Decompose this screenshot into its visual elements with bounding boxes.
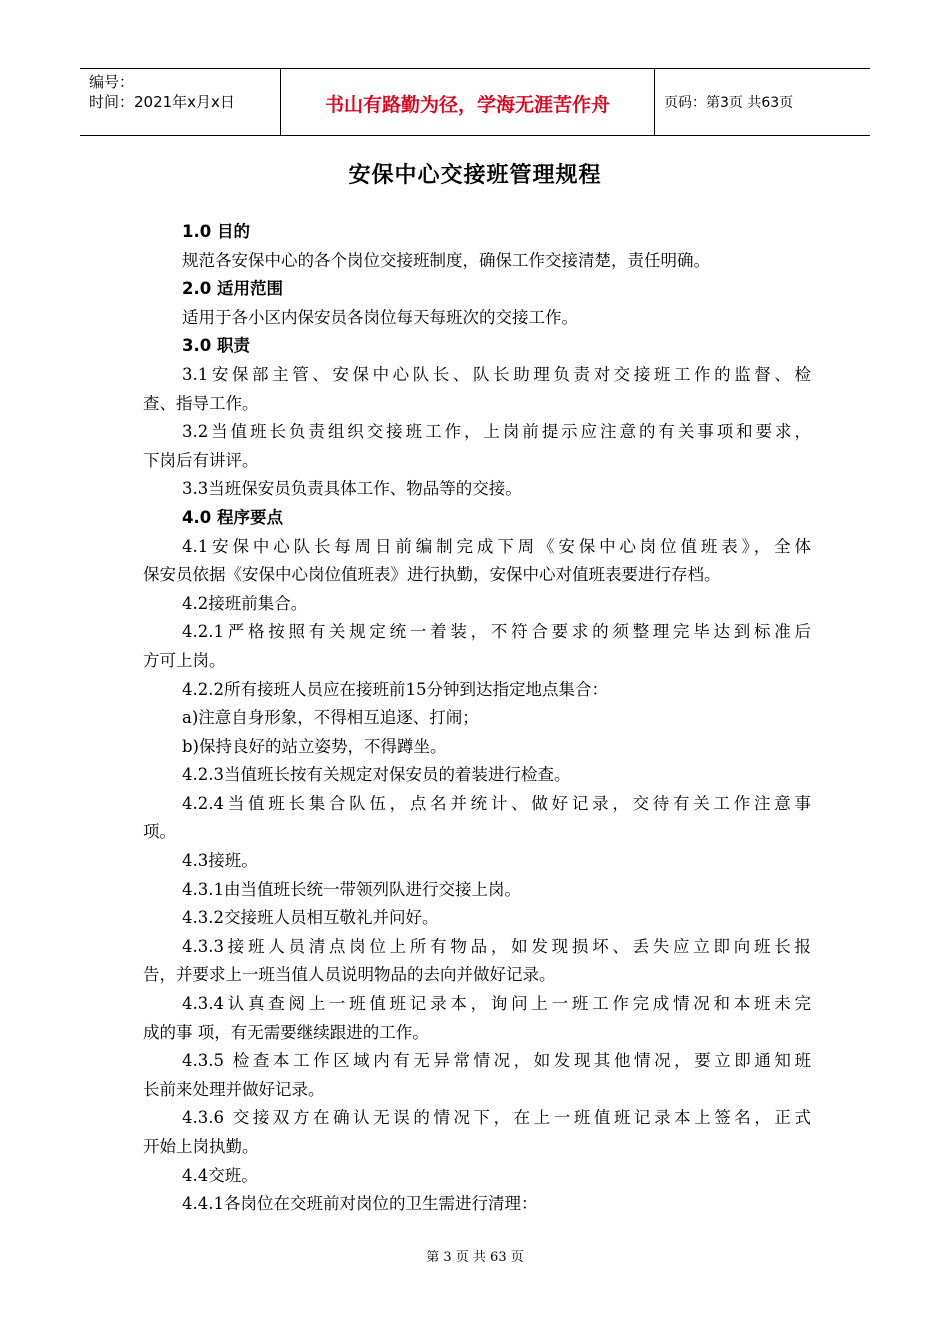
header-motto: 书山有路勤为径，学海无涯苦作舟 (281, 69, 655, 135)
section-heading: 4.0 程序要点 (182, 507, 283, 527)
paragraph-line: 4.3.1由当值班长统一带领列队进行交接上岗。 (182, 879, 521, 899)
paragraph-line: b)保持良好的站立姿势，不得蹲坐。 (182, 736, 447, 756)
paragraph-line: 3.1安保部主管、安保中心队长、队长助理负责对交接班工作的监督、检 (182, 364, 811, 384)
paragraph-line: 3.2当值班长负责组织交接班工作，上岗前提示应注意的有关事项和要求， (182, 422, 811, 442)
number-label: 编号： (89, 73, 135, 91)
date-label: 时间：2021年x月x日 (89, 93, 235, 111)
section-heading: 1.0 目的 (182, 222, 250, 241)
paragraph-line: 查、指导工作。 (143, 393, 259, 413)
paragraph-line: 长前来处理并做好记录。 (143, 1079, 325, 1099)
paragraph-line: 4.3.4认真查阅上一班值班记录本，询问上一班工作完成情况和本班未完 (182, 994, 811, 1014)
paragraph-line: 方可上岗。 (143, 650, 226, 670)
paragraph-line: 4.4.1各岗位在交班前对岗位的卫生需进行清理： (182, 1194, 538, 1214)
paragraph-line: 4.3.6 交接双方在确认无误的情况下，在上一班值班记录本上签名，正式 (182, 1108, 811, 1128)
paragraph-line: 4.2.3当值班长按有关规定对保安员的着装进行检查。 (182, 765, 571, 785)
paragraph-line: 4.3.3接班人员清点岗位上所有物品，如发现损坏、丢失应立即向班长报 (182, 936, 811, 956)
paragraph-line: 4.2接班前集合。 (182, 593, 308, 613)
paragraph-line: 规范各安保中心的各个岗位交接班制度，确保工作交接清楚，责任明确。 (182, 250, 710, 270)
paragraph-line: 适用于各小区内保安员各岗位每天每班次的交接工作。 (182, 307, 578, 327)
paragraph-line: 4.3.2交接班人员相互敬礼并问好。 (182, 908, 439, 928)
section-heading: 3.0 职责 (182, 336, 250, 356)
paragraph-line: 4.2.1严格按照有关规定统一着装，不符合要求的须整理完毕达到标准后 (182, 622, 811, 642)
paragraph-line: 项。 (143, 822, 176, 842)
paragraph-line: 成的事 项，有无需要继续跟进的工作。 (143, 1022, 429, 1042)
section-heading: 2.0 适用范围 (182, 279, 283, 299)
document-header (80, 68, 870, 136)
paragraph-line: 4.2.4当值班长集合队伍，点名并统计、做好记录，交待有关工作注意事 (182, 793, 811, 813)
paragraph-line: a)注意自身形象，不得相互追逐、打闹； (182, 708, 479, 728)
paragraph-line: 3.3当班保安员负责具体工作、物品等的交接。 (182, 479, 522, 499)
paragraph-line: 下岗后有讲评。 (143, 450, 259, 470)
paragraph-line: 告，并要求上一班当值人员说明物品的去向并做好记录。 (143, 965, 556, 985)
document-body (143, 218, 811, 1219)
page-footer: 第 3 页 共 63 页 (426, 1250, 524, 1265)
header-page-info: 页码：第3页 共63页 (664, 95, 794, 111)
paragraph-line: 4.1安保中心队长每周日前编制完成下周《安保中心岗位值班表》，全体 (182, 536, 811, 556)
paragraph-line: 4.4交班。 (182, 1165, 258, 1185)
paragraph-line: 4.3接班。 (182, 851, 258, 871)
document-title: 安保中心交接班管理规程 (348, 163, 602, 188)
paragraph-line: 开始上岗执勤。 (143, 1137, 259, 1156)
paragraph-line: 保安员依据《安保中心岗位值班表》进行执勤，安保中心对值班表要进行存档。 (143, 565, 721, 585)
header-meta (80, 69, 281, 135)
paragraph-line: 4.2.2所有接班人员应在接班前15分钟到达指定地点集合： (182, 679, 608, 699)
paragraph-line: 4.3.5 检查本工作区域内有无异常情况，如发现其他情况，要立即通知班 (182, 1051, 811, 1071)
